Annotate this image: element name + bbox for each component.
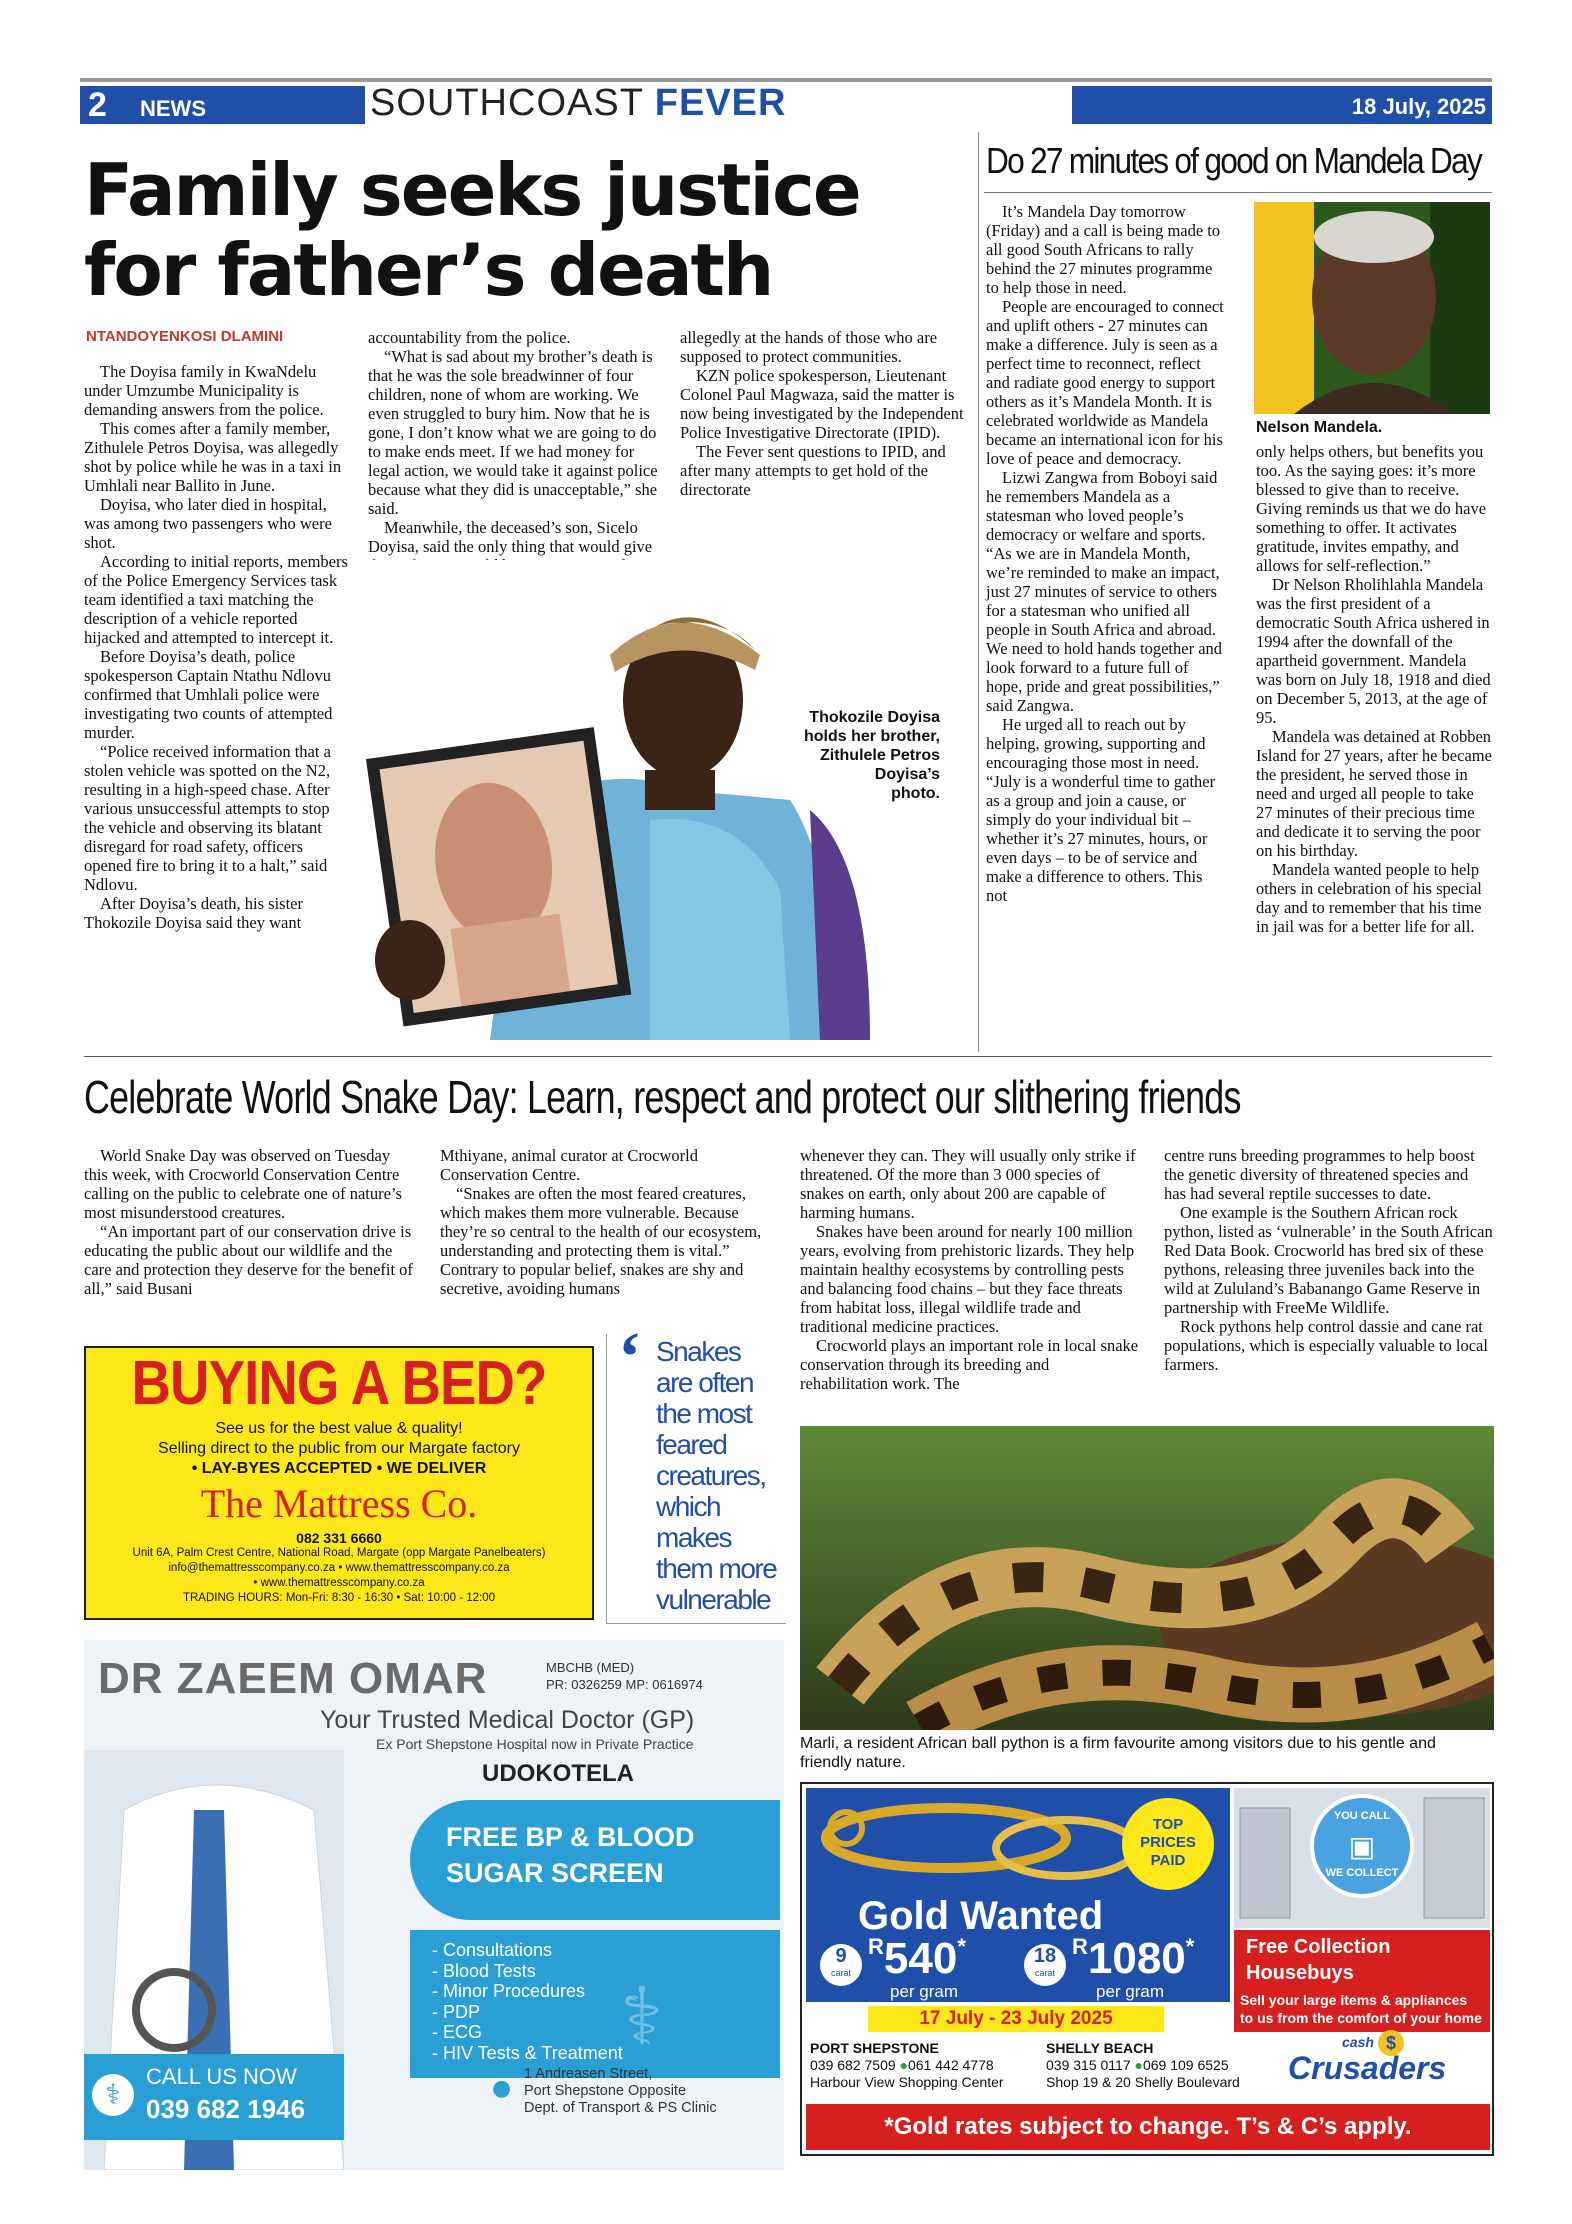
quote-mark: ‘ [618, 1319, 642, 1396]
you-call-we-collect-badge [1310, 1794, 1414, 1898]
carat-value: 18 [1033, 1945, 1057, 1967]
page-number: 2 [88, 86, 107, 124]
carat-label: carat [1034, 1968, 1055, 1978]
story1-column-3 [680, 328, 965, 499]
address-line: Port Shepstone Opposite [524, 2083, 687, 2099]
snake-photo-caption: Marli, a resident African ball python is a firm favourite among visitors due to his gentle and friendly nature. [800, 1735, 1436, 1771]
paper-name-light: SOUTHCOAST [370, 82, 644, 124]
service-item: - Minor Procedures [432, 1981, 586, 2001]
per-gram-1: per gram [890, 1982, 959, 2001]
mattress-ad[interactable] [84, 1346, 594, 1620]
doctor-name: DR ZAEEM OMAR [98, 1654, 488, 1703]
story3-column-1 [84, 1146, 414, 1298]
sell-line1: Sell your large items & appliances [1240, 1992, 1468, 2008]
pull-quote-line: them more [656, 1553, 777, 1584]
badge-line: TOP [1152, 1816, 1184, 1833]
story1-column-1 [84, 362, 348, 932]
per-gram-2: per gram [1096, 1982, 1165, 2001]
store-phone[interactable]: 039 315 0117 [1046, 2057, 1131, 2073]
pull-quote-line: makes [656, 1522, 731, 1553]
pull-quote-line: the most [656, 1398, 752, 1429]
whatsapp-icon: ● [1134, 2057, 1143, 2073]
doctor-sub: Ex Port Shepstone Hospital now in Private Practice [376, 1736, 694, 1752]
logo-crusaders: Crusaders [1288, 2050, 1447, 2086]
price-value: 540 [883, 1934, 958, 1983]
price-star: * [957, 1934, 966, 1959]
paragraph: whenever they can. They will usually only strike if threatened. Of the more than 3 000 species of snakes on earth, only about 200 are capable of harming humans. [800, 1146, 1136, 1222]
caption-line: Thokozile Doyisa [809, 709, 940, 726]
gold-dates: 17 July - 23 July 2025 [868, 2006, 1164, 2032]
caduceus-icon: ⚕ [620, 1970, 664, 2063]
masthead [80, 78, 1492, 122]
dollar-icon: $ [1378, 2030, 1404, 2056]
pull-quote [656, 1336, 776, 1615]
store-name: PORT SHEPSTONE [810, 2040, 939, 2056]
store-location: Harbour View Shopping Center [810, 2074, 1004, 2090]
cash-crusaders-logo [1288, 2034, 1488, 2096]
paragraph: Dr Nelson Rholihlahla Mandela was the first president of a democratic South Africa ushered in 1994 after the downfall of the apartheid government. Mandela was born on July 18, 1918 and died on December 5, 2013, at the age of 95. [1256, 575, 1491, 727]
appliances-panel [1234, 1788, 1490, 1928]
doctor-ad[interactable] [84, 1640, 784, 2170]
service-item: - HIV Tests & Treatment [432, 2042, 623, 2063]
truck-icon: ▣ [1348, 1830, 1376, 1863]
top-prices-badge [1122, 1798, 1214, 1890]
gold-ad[interactable] [800, 1782, 1494, 2156]
promo-line1: FREE BP & BLOOD [446, 1822, 695, 1852]
paragraph: allegedly at the hands of those who are supposed to protect communities. [680, 328, 938, 366]
currency: R [1072, 1934, 1088, 1959]
pull-quote-line: are often [656, 1367, 754, 1398]
paragraph: Rock pythons help control dassie and cane rat populations, which is especially valuable to local farmers. [1164, 1317, 1488, 1374]
promo-line2: SUGAR SCREEN [446, 1858, 664, 1888]
service-item: - Blood Tests [432, 1960, 536, 1981]
masthead-date-bar [1072, 86, 1492, 124]
store-port-shepstone [810, 2040, 1004, 2091]
story1-photo-caption [790, 708, 940, 803]
mattress-hours: TRADING HOURS: Mon-Fri: 8:30 - 16:30 • Sat: 10:00 - 12:00 [182, 1592, 496, 1604]
store-whatsapp[interactable]: 061 442 4778 [908, 2057, 994, 2073]
free-collection-line2: Housebuys [1246, 1962, 1354, 1984]
doctor-tagline: Your Trusted Medical Doctor (GP) [320, 1706, 695, 1734]
services-list [432, 1940, 623, 2063]
paragraph: only helps others, but benefits you too. As the saying goes: it’s more blessed to give than to receive. Giving reminds us that we do have something to offer. It activates gratitude, invites empathy, and allows for self-reflection.” [1256, 442, 1487, 575]
promo-banner [410, 1800, 780, 1920]
mattress-address: Unit 6A, Palm Crest Centre, National Road, Margate (opp Margate Panelbeaters) [132, 1547, 546, 1559]
caduceus-icon: ⚕ [92, 2074, 134, 2116]
mattress-ad-line2: Selling direct to the public from our Margate factory [158, 1440, 520, 1457]
paragraph: World Snake Day was observed on Tuesday this week, with Crocworld Conservation Centre calling on the public to celebrate one of nature’s most misunderstood creatures. [84, 1146, 402, 1222]
paragraph: Snakes have been around for nearly 100 million years, evolving from prehistoric lizards. They help maintain healthy ecosystems by controlling pests and balancing food chains – but they face threats from habitat loss, illegal wildlife trade and traditional medicine practices. [800, 1222, 1135, 1336]
snake-photo-image [800, 1426, 1494, 1730]
paragraph: Lizwi Zangwa from Boboyi said he remembers Mandela as a statesman who loved people’s democracy or welfare and sports. “As we are in Mandela Month, we’re reminded to make an impact, just 27 minutes of service to others for a statesman who unified all people in South Africa and abroad. We need to hold hands together and look forward to a future full of hope, pride and great possibilities,” said Zangwa. [986, 468, 1223, 715]
free-collection-panel [1234, 1930, 1490, 2032]
caption-line: photo. [891, 785, 940, 802]
carat-18-badge [1024, 1944, 1066, 1986]
paragraph: This comes after a family member, Zithulele Petros Doyisa, was allegedly shot by police while he was in a taxi in Umhlali near Ballito in June. [84, 419, 342, 495]
store-phone[interactable]: 039 682 7509 [810, 2057, 896, 2073]
pull-quote-line: which [656, 1491, 721, 1522]
address-line: Dept. of Transport & PS Clinic [524, 2100, 717, 2116]
caption-line: Zithulele Petros [819, 747, 940, 764]
badge-line: PRICES [1140, 1834, 1196, 1851]
paragraph: It’s Mandela Day tomorrow (Friday) and a call is being made to all good South Africans to rally behind the 27 minutes programme to help those in need. [986, 202, 1221, 297]
paragraph: KZN police spokesperson, Lieutenant Colonel Paul Magwaza, said the matter is now being investigated by the Independent Police Investigative Directorate (IPID). [680, 366, 964, 442]
section-label: NEWS [140, 96, 206, 121]
price-18-carat [1072, 1934, 1194, 1984]
service-item: - Consultations [432, 1940, 553, 1960]
carat-9-badge [820, 1944, 862, 1986]
pull-quote-line: Snakes [656, 1336, 741, 1367]
paragraph: People are encouraged to connect and uplift others - 27 minutes can make a difference. July is seen as a perfect time to reconnect, reflect and radiate good energy to support others as it’s Mandela Month. It is celebrated worldwide as Mandela became an international icon for his love of peace and democracy. [986, 297, 1224, 468]
paragraph: Before Doyisa’s death, police spokesperson Captain Ntathu Ndlovu confirmed that Umhlali police were investigating two counts of attempted murder. [84, 647, 333, 742]
we-collect-label: WE COLLECT [1325, 1867, 1399, 1879]
pull-quote-line: creatures, [656, 1460, 766, 1491]
pull-quote-line: vulnerable [656, 1584, 771, 1615]
story3-column-2 [440, 1146, 770, 1298]
paragraph: He urged all to reach out by helping, growing, supporting and encouraging those most in need. “July is a wonderful time to gather as a group and join a cause, or simply do your individual bit – whether it’s 27 minutes, hours, or even days – to be of service and make a difference to others. This not [986, 715, 1216, 905]
store-whatsapp[interactable]: 069 109 6525 [1142, 2057, 1229, 2073]
paragraph: Mandela wanted people to help others in celebration of his special day and to remember that his time in jail was for a better life for all. [1256, 860, 1482, 936]
store-location: Shop 19 & 20 Shelly Boulevard [1046, 2074, 1240, 2090]
mattress-email[interactable]: info@themattresscompany.co.za • www.themattresscompany.co.za [168, 1562, 510, 1574]
doctor-quals: MBCHB (MED) [546, 1660, 635, 1675]
story2-headline-rule [984, 192, 1492, 193]
story1-byline: NTANDOYENKOSI DLAMINI [86, 328, 284, 345]
issue-date: 18 July, 2025 [1351, 94, 1486, 119]
doctor-address [524, 2066, 717, 2117]
doctor-reg: PR: 0326259 MP: 0616974 [546, 1677, 703, 1692]
paragraph: “Police received information that a stolen vehicle was spotted on the N2, resulting in a high-speed chase. After various unsuccessful attempts to stop the vehicle and observing its blatant disregard for road safety, officers opened fire to bring it to a halt,” said Ndlovu. [84, 742, 331, 894]
paper-name-bold: FEVER [654, 82, 787, 124]
paragraph: Doyisa, who later died in hospital, was among two passengers who were shot. [84, 495, 332, 552]
price-9-carat [868, 1934, 966, 1984]
store-shelly-beach [1046, 2040, 1240, 2091]
mattress-ad-line1: See us for the best value & quality! [215, 1420, 463, 1437]
mattress-ad-line3: • LAY-BYES ACCEPTED • WE DELIVER [191, 1460, 487, 1477]
you-call-label: YOU CALL [1333, 1810, 1391, 1822]
gold-disclaimer: *Gold rates subject to change. T’s & C’s apply. [806, 2104, 1490, 2150]
story1-headline [84, 150, 860, 310]
service-item: - PDP [432, 2001, 481, 2022]
paragraph: Crocworld plays an important role in local snake conservation through its breeding and rehabilitation work. The [800, 1336, 1139, 1393]
caption-line: Doyisa’s [874, 766, 940, 783]
paragraph: Meanwhile, the deceased’s son, Sicelo Doyisa, said the only thing that would give [368, 518, 653, 556]
mandela-photo-image [1254, 202, 1490, 414]
free-collection-line1: Free Collection [1246, 1936, 1391, 1958]
service-item: - ECG [432, 2022, 483, 2042]
whatsapp-icon: ● [899, 2057, 908, 2073]
story3-column-4 [1164, 1146, 1494, 1374]
gold-panel [806, 1788, 1230, 2002]
mattress-phone[interactable]: 082 331 6660 [296, 1530, 382, 1546]
currency: R [868, 1934, 884, 1959]
story3-column-3 [800, 1146, 1140, 1393]
paragraph: Mthiyane, animal curator at Crocworld Conservation Centre. [440, 1146, 698, 1184]
paragraph: According to initial reports, members of the Police Emergency Services task team identified a taxi matching the description of a vehicle reported hijacked and attempted to intercept it. [84, 552, 348, 647]
section-divider [84, 1056, 1492, 1057]
story1-headline-line1: Family seeks justice [84, 148, 860, 232]
paragraph: “Snakes are often the most feared creatures, which makes them more vulnerable. Because they’re so central to the health of our ecosystem, understanding and protecting them is vital.” Contrary to popular belief, snakes are shy and secretive, avoiding humans [440, 1184, 762, 1298]
paragraph: accountability from the police. [368, 328, 571, 347]
caption-line: holds her brother, [803, 728, 940, 745]
paragraph: One example is the Southern African rock python, listed as ‘vulnerable’ in the South African Red Data Book. Crocworld has bred six of these pythons, releasing three juveniles back into the wild at Zululand’s Babanango Game Reserve in partnership with FreeMe Wildlife. [1164, 1203, 1493, 1317]
paragraph: The Fever sent questions to IPID, and after many attempts to get hold of the directorate [680, 442, 946, 499]
logo-cash: cash [1342, 2034, 1374, 2050]
udokotela-label: UDOKOTELA [482, 1760, 634, 1787]
paragraph: The Doyisa family in KwaNdelu under Umzumbe Municipality is demanding answers from the police. [84, 362, 324, 419]
gold-title: Gold Wanted [858, 1894, 1104, 1938]
paper-name [370, 82, 786, 125]
paragraph: After Doyisa’s death, his sister Thokozile Doyisa said they want [84, 894, 304, 932]
services-panel [410, 1930, 780, 2078]
story2-headline: Do 27 minutes of good on Mandela Day [986, 140, 1481, 181]
mandela-photo [1254, 202, 1490, 414]
column-divider [978, 132, 979, 1052]
paragraph: Mandela was detained at Robben Island for 27 years, after he became the president, he served those in need and urged all people to take 27 minutes of their precious time and dedicate it to serving the poor on his birthday. [1256, 727, 1492, 860]
snake-photo [800, 1426, 1494, 1730]
doctor-phone[interactable]: 039 682 1946 [146, 2094, 306, 2124]
call-label: CALL US NOW [146, 2064, 297, 2089]
mattress-web[interactable]: • www.themattresscompany.co.za [253, 1577, 425, 1589]
story2-column-2 [1256, 442, 1492, 936]
mandela-photo-caption: Nelson Mandela. [1256, 419, 1383, 436]
price-value: 1080 [1087, 1934, 1186, 1983]
store-name: SHELLY BEACH [1046, 2040, 1154, 2056]
carat-label: carat [830, 1968, 851, 1978]
paragraph: “What is sad about my brother’s death is that he was the sole breadwinner of four children, none of whom are working. We even struggled to bury him. Now that he is gone, I don’t know what we are going to do to make ends meet. If we had money for legal action, we would take it against police because what they did is unacceptable,” she said. [368, 347, 658, 518]
story1-headline-line2: for father’s death [84, 228, 773, 312]
pull-quote-line: feared [656, 1429, 727, 1460]
carat-value: 9 [835, 1945, 847, 1967]
badge-line: PAID [1150, 1852, 1186, 1869]
location-pin-icon: ● [492, 2076, 512, 2101]
story3-headline: Celebrate World Snake Day: Learn, respect and protect our slithering friends [84, 1071, 1241, 1123]
paragraph: “An important part of our conservation drive is educating the public about our wildlife and the care and protection they deserve for the benefit of all,” said Busani [84, 1222, 413, 1298]
masthead-section-bar [80, 86, 365, 124]
mattress-brand: The Mattress Co. [200, 1481, 478, 1526]
address-line: 1 Andreasen Street, [524, 2066, 653, 2082]
sell-line2: to us from the comfort of your home [1240, 2010, 1482, 2026]
mattress-ad-headline: BUYING A BED? [131, 1349, 547, 1418]
story2-column-1 [986, 202, 1226, 905]
call-panel[interactable] [84, 2054, 344, 2140]
price-star: * [1185, 1934, 1195, 1959]
paragraph: centre runs breeding programmes to help boost the genetic diversity of threatened species and has had several reptile successes to date. [1164, 1146, 1475, 1203]
